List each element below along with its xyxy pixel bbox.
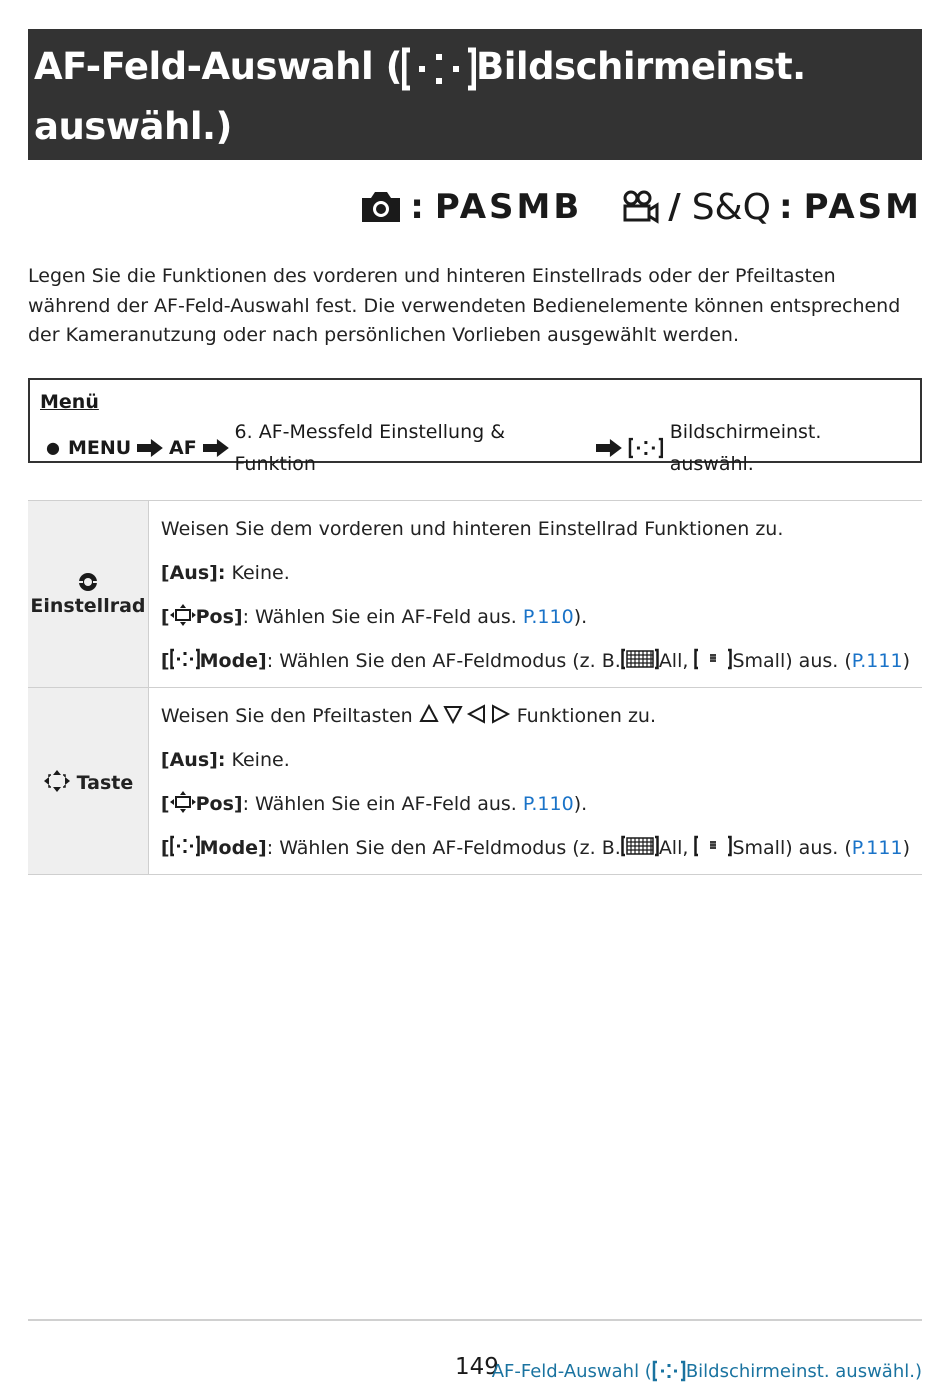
colon-separator-2: :: [778, 187, 796, 227]
menu-path: [40, 416, 910, 480]
menu-last-item: Bildschirmeinst. auswähl.: [669, 421, 822, 475]
function-table: [28, 500, 922, 875]
af-target-icon: [170, 648, 200, 670]
sq-label: S&Q: [691, 186, 771, 228]
af-all-icon: [621, 648, 659, 670]
af-all-icon: [621, 835, 659, 857]
option-mode: [ Mode]: Wählen Sie den AF-Feldmodus (z. B. All, Small) aus. (P.111): [160, 837, 910, 859]
arrow-right-icon: [596, 439, 622, 457]
option-mode: [ Mode]: Wählen Sie den AF-Feldmodus (z. B. All, Small) aus. (P.111): [160, 650, 910, 672]
footer-title-text: AF-Feld-Auswahl (: [491, 1360, 652, 1382]
link-p111[interactable]: P.111: [851, 650, 903, 672]
row-description: [148, 688, 922, 875]
slash-separator: /: [668, 187, 684, 227]
video-modes: PASM: [803, 187, 922, 227]
af-small-icon: [694, 835, 732, 857]
page-title-bar: [28, 29, 922, 160]
title-text: AF-Feld-Auswahl (: [34, 45, 402, 88]
menu-path-box: [28, 378, 922, 475]
page-number: 149: [455, 1354, 499, 1380]
footer-title-text-2: Bildschirmeinst. auswähl.): [685, 1360, 922, 1382]
row-label: Taste: [76, 771, 134, 794]
footer-section-link[interactable]: [492, 1360, 922, 1382]
option-pos: [ Pos]: Wählen Sie ein AF-Feld aus. P.110).: [160, 606, 588, 628]
af-target-icon: [170, 835, 200, 857]
af-pos-icon: [170, 791, 196, 813]
row-label: Einstellrad: [30, 594, 146, 617]
menu-label: MENU: [67, 437, 132, 459]
link-p110[interactable]: P.110: [522, 793, 574, 815]
row-description: [148, 501, 922, 688]
shooting-modes: [360, 184, 922, 230]
af-target-icon: [402, 46, 476, 92]
camera-icon: [360, 190, 402, 224]
arrow-pad-icon: [43, 769, 71, 793]
table-row: [28, 688, 922, 875]
row-intro: Weisen Sie den Pfeiltasten Funktionen zu.: [160, 705, 656, 727]
af-pos-icon: [170, 604, 196, 626]
dial-icon: [78, 572, 98, 592]
video-camera-icon: [620, 189, 660, 225]
arrow-keys-icon: [419, 703, 511, 725]
row-label-cell: [28, 688, 148, 875]
bullet-icon: ●: [46, 438, 60, 457]
af-target-icon: [652, 1360, 686, 1382]
option-aus: [Aus]: Keine.: [160, 562, 290, 584]
option-aus: [Aus]: Keine.: [160, 749, 290, 771]
link-p111[interactable]: P.111: [851, 837, 903, 859]
page-title: [34, 37, 916, 157]
colon-separator: :: [410, 187, 427, 227]
af-target-icon: [628, 437, 664, 459]
menu-step: 6. AF-Messfeld Einstellung & Funktion: [234, 421, 506, 475]
af-label: AF: [169, 437, 197, 459]
option-pos: [ Pos]: Wählen Sie ein AF-Feld aus. P.110).: [160, 793, 588, 815]
arrow-right-icon: [203, 439, 229, 457]
arrow-right-icon: [137, 439, 163, 457]
title-text-2: Bildschirmeinst.: [476, 45, 806, 88]
link-p110[interactable]: P.110: [522, 606, 574, 628]
footer-divider: [28, 1319, 922, 1321]
menu-title: Menü: [40, 391, 99, 413]
photo-modes: PASMB: [434, 187, 583, 227]
row-intro: Weisen Sie dem vorderen und hinteren Einstellrad Funktionen zu.: [160, 518, 784, 540]
title-line-2: auswähl.): [34, 105, 232, 148]
row-label-cell: [28, 501, 148, 688]
intro-paragraph: Legen Sie die Funktionen des vorderen und hinteren Einstellrads oder der Pfeiltasten während der AF-Feld-Auswahl fest. Die verwendeten Bedienelemente können entsprechend der Kameranutzung oder nach persönlichen Vorlieben ausgewählt werden.: [28, 265, 901, 346]
af-small-icon: [694, 648, 732, 670]
table-row: [28, 501, 922, 688]
